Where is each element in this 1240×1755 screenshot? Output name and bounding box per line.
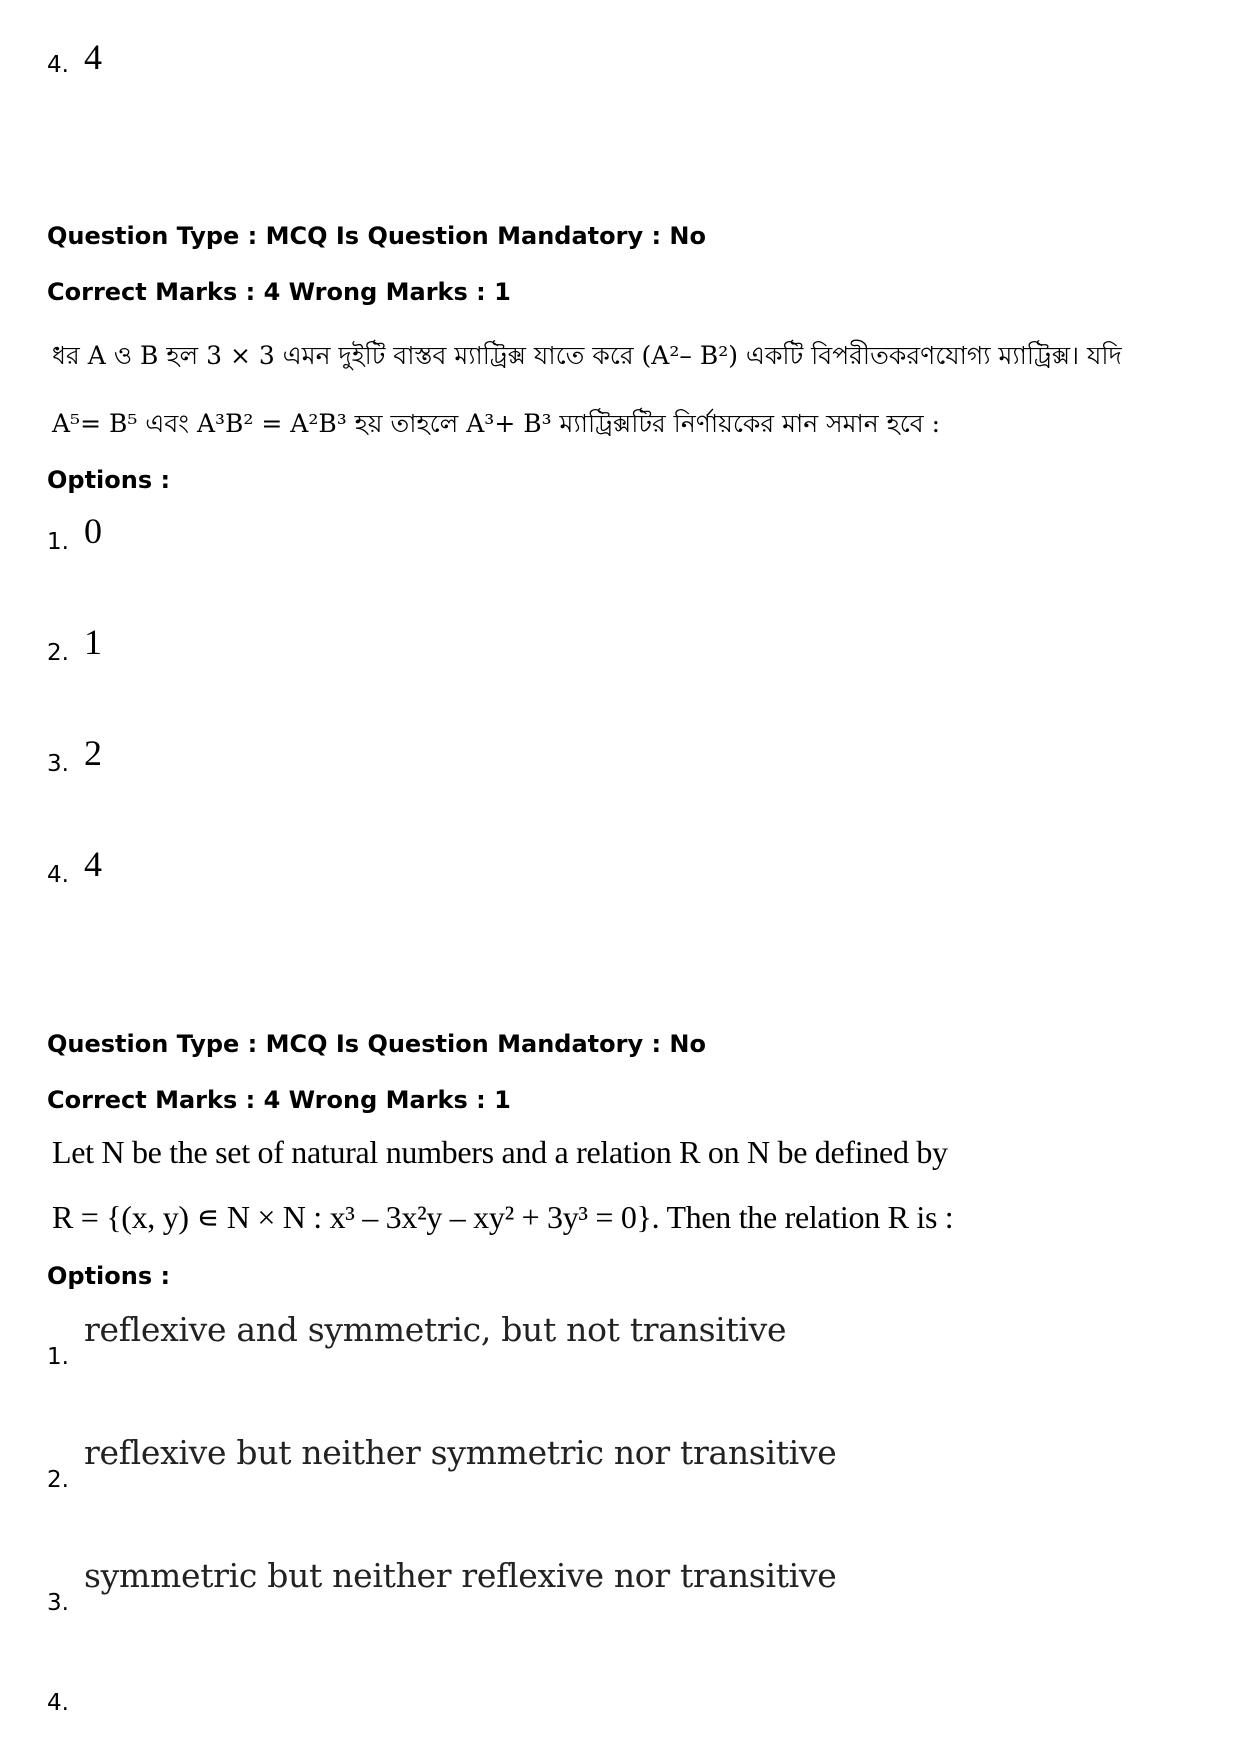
- option-number: 4.: [47, 862, 69, 888]
- question-text-line-1: ধর A ও B হল 3 × 3 এমন দুইটি বাস্তব ম্যাট্রিক্স যাতে করে (A²– B²) একটি বিপরীতকরণযোগ্য ম্যাট্রিক্স। যদি: [52, 341, 1122, 370]
- question-text-line-2: R = {(x, y) ∊ N × N : x³ – 3x²y – xy² + 3y³ = 0}. Then the relation R is :: [52, 1199, 954, 1235]
- option-value: reflexive and symmetric, but not transitive: [84, 1310, 787, 1349]
- options-label: Options :: [47, 1262, 171, 1290]
- option-value: reflexive but neither symmetric nor transitive: [84, 1433, 837, 1472]
- option-number: 2.: [47, 1467, 69, 1493]
- option-number: 1.: [47, 1344, 69, 1370]
- option-number: 3.: [47, 1590, 69, 1616]
- question-type-line: Question Type : MCQ Is Question Mandatory : No: [47, 1030, 706, 1058]
- option-value: symmetric but neither reflexive nor transitive: [84, 1556, 837, 1595]
- option-number: 4.: [47, 1690, 69, 1716]
- option-value: 4: [84, 844, 102, 884]
- option-value: 2: [84, 733, 102, 773]
- question-type-line: Question Type : MCQ Is Question Mandatory : No: [47, 222, 706, 250]
- option-number: 1.: [47, 529, 69, 555]
- marks-line: Correct Marks : 4 Wrong Marks : 1: [47, 1086, 511, 1114]
- option-value: 1: [84, 622, 102, 662]
- option-number: 3.: [47, 751, 69, 777]
- option-value: 0: [84, 511, 102, 551]
- options-label: Options :: [47, 466, 171, 494]
- marks-line: Correct Marks : 4 Wrong Marks : 1: [47, 278, 511, 306]
- question-text-line-2: A⁵= B⁵ এবং A³B² = A²B³ হয় তাহলে A³+ B³ ম্যাট্রিক্সটির নির্ণায়কের মান সমান হবে :: [52, 409, 941, 438]
- question-text-line-1: Let N be the set of natural numbers and a relation R on N be defined by: [52, 1134, 948, 1170]
- option-number: 2.: [47, 640, 69, 666]
- option-number: 4.: [47, 52, 69, 78]
- option-value: 4: [84, 37, 102, 77]
